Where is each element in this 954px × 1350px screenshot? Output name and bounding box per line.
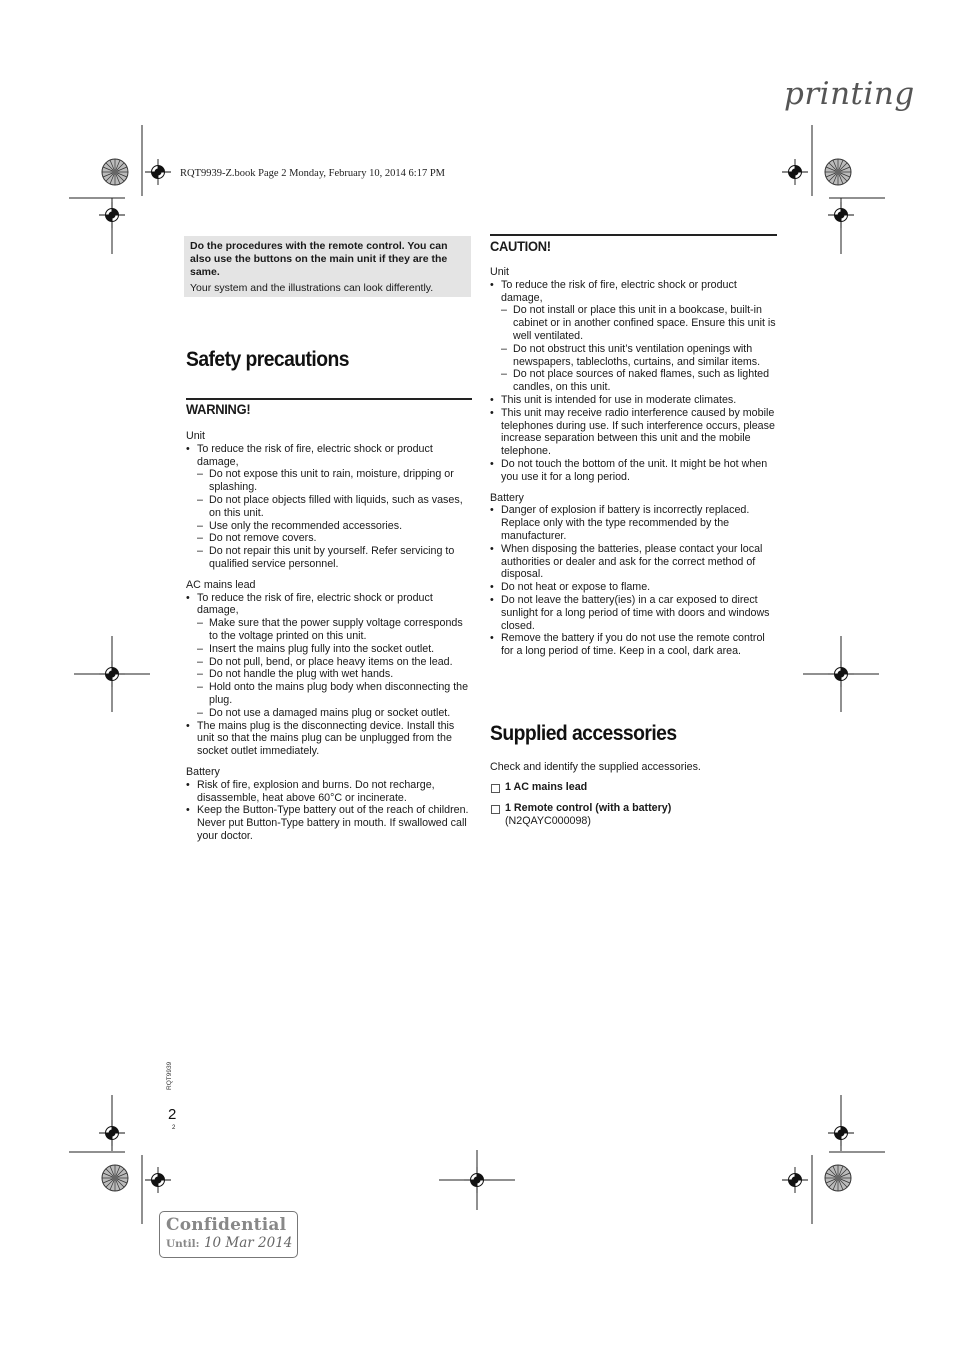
caution-battery-label: Battery	[490, 491, 524, 504]
caution-unit-label: Unit	[490, 266, 510, 278]
warning-battery-section	[186, 766, 472, 843]
list-item	[490, 279, 777, 394]
sub-list-item: – Do not handle the plug with wet hands.	[197, 668, 472, 681]
warning-heading: WARNING!	[186, 401, 251, 417]
sub-list-item: – Use only the recommended accessories.	[197, 520, 472, 533]
list-item	[186, 592, 472, 720]
warning-ac-list	[186, 592, 472, 758]
book-file-line: RQT9939-Z.book Page 2 Monday, February 10, 2014 6:17 PM	[180, 168, 446, 179]
sub-list-item: – Do not repair this unit by yourself. Refer servicing to qualified service personnel.	[197, 545, 472, 571]
list-item: • The mains plug is the disconnecting device. Install this unit so that the mains plug can be unplugged from the socket outlet immediately.	[186, 720, 472, 758]
sub-list	[197, 617, 472, 719]
sub-list-item: – Do not place sources of naked flames, such as lighted candles, on this unit.	[501, 368, 777, 394]
page-number-small: 2	[172, 1125, 176, 1131]
warning-rule	[186, 398, 472, 400]
list-item: • Risk of fire, explosion and burns. Do not recharge, disassemble, heat above 60°C or incinerate.	[186, 779, 472, 805]
caution-unit-section	[490, 266, 777, 484]
accessories-intro: Check and identify the supplied accessories.	[490, 761, 701, 773]
sub-list-item: – Do not place objects filled with liquids, such as vases, on this unit.	[197, 494, 472, 520]
sub-list-item: – Make sure that the power supply voltage corresponds to the voltage printed on this unit.	[197, 617, 472, 643]
note-box	[184, 236, 471, 297]
caution-column	[490, 266, 777, 658]
list-item: • Remove the battery if you do not use the remote control for a long period of time. Keep in a cool, dark area.	[490, 632, 777, 658]
warning-unit-section	[186, 430, 472, 571]
list-item: • Do not leave the battery(ies) in a car exposed to direct sunlight for a long period of time with doors and windows closed.	[490, 594, 777, 632]
note-bold-text: Do the procedures with the remote control. You can also use the buttons on the main unit if they are the same.	[190, 240, 448, 278]
caution-battery-section	[490, 492, 777, 658]
warning-unit-list	[186, 443, 472, 571]
list-item-text: To reduce the risk of fire, electric shock or product damage,	[197, 591, 433, 617]
warning-battery-list	[186, 779, 472, 843]
sub-list	[501, 304, 777, 394]
sub-list-item: – Do not pull, bend, or place heavy items on the lead.	[197, 656, 472, 669]
stamp-date: 10 Mar 2014	[203, 1235, 293, 1251]
safety-precautions-title: Safety precautions	[186, 348, 349, 371]
warning-unit-label: Unit	[186, 430, 206, 442]
warning-ac-label: AC mains lead	[186, 578, 256, 591]
accessory-label: 1 AC mains lead	[505, 781, 588, 793]
printing-watermark: printing	[784, 76, 915, 112]
sub-list	[197, 468, 472, 570]
accessory-text	[505, 802, 671, 828]
list-item: • Do not heat or expose to flame.	[490, 581, 777, 594]
warning-ac-section	[186, 579, 472, 758]
list-item: • Keep the Button-Type battery out of the reach of children. Never put Button-Type battery in mouth. If swallowed call your doctor.	[186, 804, 472, 842]
caution-rule	[490, 234, 777, 236]
warning-battery-label: Battery	[186, 765, 220, 778]
sub-list-item: – Hold onto the mains plug body when disconnecting the plug.	[197, 681, 472, 707]
caution-heading: CAUTION!	[490, 238, 551, 254]
list-item-text: To reduce the risk of fire, electric shock or product damage,	[501, 278, 737, 304]
accessory-code: (N2QAYC000098)	[505, 815, 591, 827]
list-item: • This unit may receive radio interference caused by mobile telephones during use. If such interference occurs, please increase separation between this unit and the mobile telephone.	[490, 407, 777, 458]
sub-list-item: – Insert the mains plug fully into the socket outlet.	[197, 643, 472, 656]
list-item: • Do not touch the bottom of the unit. It might be hot when you use it for a long period.	[490, 458, 777, 484]
sub-list-item: – Do not use a damaged mains plug or socket outlet.	[197, 707, 472, 720]
confidential-stamp	[159, 1211, 298, 1258]
list-item	[186, 443, 472, 571]
list-item-text: To reduce the risk of fire, electric shock or product damage,	[197, 442, 433, 468]
accessory-item	[490, 802, 777, 828]
sub-list-item: – Do not remove covers.	[197, 532, 472, 545]
caution-battery-list	[490, 504, 777, 658]
checkbox-icon	[491, 784, 500, 793]
list-item: • This unit is intended for use in moderate climates.	[490, 394, 777, 407]
caution-unit-list	[490, 279, 777, 484]
stamp-until: Until:	[166, 1238, 200, 1250]
page-number: 2	[168, 1106, 177, 1123]
sub-list-item: – Do not obstruct this unit’s ventilation openings with newspapers, tablecloths, curtains, and similar items.	[501, 343, 777, 369]
list-item: • Danger of explosion if battery is incorrectly replaced. Replace only with the type recommended by the manufacturer.	[490, 504, 777, 542]
doc-code-vertical: RQT9939	[166, 1061, 173, 1090]
accessory-label: 1 Remote control (with a battery)	[505, 802, 672, 814]
stamp-title: Confidential	[166, 1215, 287, 1235]
checkbox-icon	[491, 805, 500, 814]
note-plain-text: Your system and the illustrations can look differently.	[190, 282, 434, 294]
sub-list-item: – Do not install or place this unit in a bookcase, built-in cabinet or in another confined space. Ensure this unit is well ventilated.	[501, 304, 777, 342]
supplied-accessories-title: Supplied accessories	[490, 722, 677, 745]
warning-column	[186, 430, 472, 843]
accessories-section	[490, 761, 777, 828]
accessory-item	[490, 781, 777, 794]
list-item: • When disposing the batteries, please contact your local authorities or dealer and ask for the correct method of disposal.	[490, 543, 777, 581]
sub-list-item: – Do not expose this unit to rain, moisture, dripping or splashing.	[197, 468, 472, 494]
